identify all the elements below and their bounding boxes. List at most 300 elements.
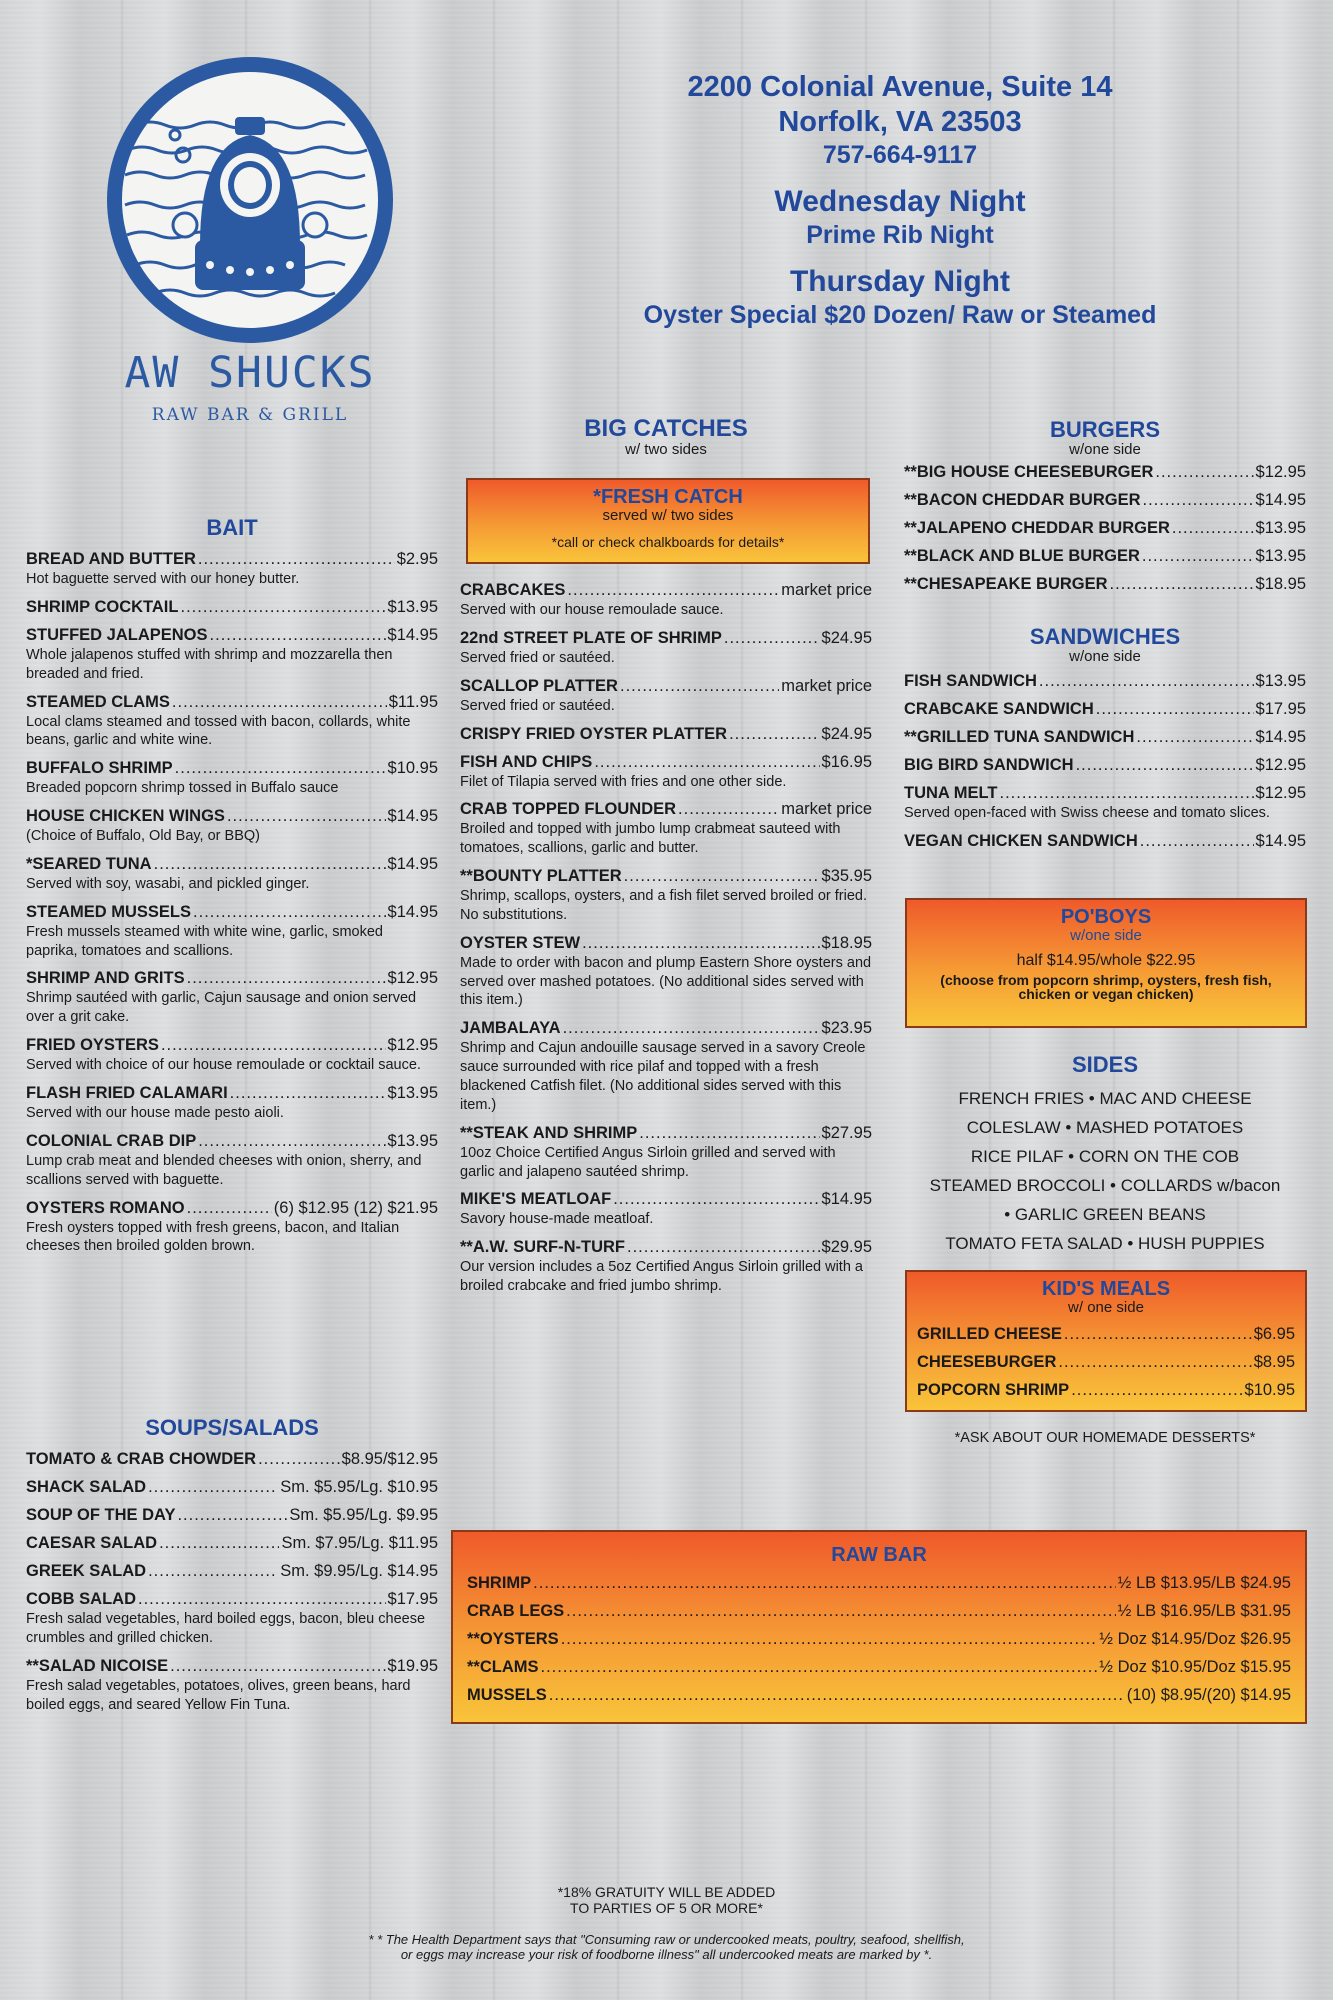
menu-item (460, 1019, 872, 1114)
burgers-section (904, 417, 1306, 594)
kids-meals-list (907, 1325, 1305, 1400)
menu-item-description: Served fried or sautéed. (460, 649, 615, 666)
menu-item-name: FISH SANDWICH (904, 672, 1037, 690)
menu-item-description: Fresh salad vegetables, potatoes, olives, green beans, hard boiled eggs, and seared Yellow Fin Tuna. (26, 1677, 411, 1713)
menu-item-price: $18.95 (1255, 575, 1306, 593)
menu-item-price: $12.95 (1255, 463, 1306, 481)
menu-item-price: $18.95 (821, 933, 872, 952)
menu-item-line (460, 725, 872, 744)
sides-line: TOMATO FETA SALAD • HUSH PUPPIES (945, 1234, 1265, 1253)
menu-item-name: CHEESEBURGER (917, 1353, 1057, 1371)
menu-item (904, 519, 1306, 538)
menu-item (904, 756, 1306, 775)
menu-item-name: CRISPY FRIED OYSTER PLATTER (460, 724, 728, 743)
menu-item-description: Breaded popcorn shrimp tossed in Buffalo sauce (26, 780, 339, 797)
sides-section (904, 1052, 1306, 1258)
sides-line: STEAMED BROCCOLI • COLLARDS w/bacon (929, 1176, 1281, 1195)
menu-item-price: ½ LB $13.95/LB $24.95 (1117, 1574, 1291, 1592)
soups-title: SOUPS/SALADS (145, 1415, 319, 1440)
menu-item (460, 934, 872, 1011)
menu-item-line (26, 693, 438, 712)
menu-item-description: Served with our house made pesto aioli. (26, 1104, 284, 1121)
raw-bar-list (453, 1574, 1305, 1705)
menu-item-price: $23.95 (821, 1019, 872, 1038)
menu-item-line (26, 1450, 438, 1469)
menu-item (467, 1574, 1291, 1593)
menu-item-price: $16.95 (821, 752, 872, 771)
leader-dots (172, 693, 387, 712)
menu-item-price: $12.95 (1255, 756, 1306, 774)
fresh-catch-note: *call or check chalkboards for details* (551, 534, 785, 550)
leader-dots (1155, 463, 1253, 482)
menu-item-price: $14.95 (1255, 491, 1306, 509)
menu-item (904, 728, 1306, 747)
menu-item (460, 1238, 872, 1296)
leader-dots (1096, 700, 1254, 719)
menu-item-line (904, 575, 1306, 594)
menu-item (26, 1084, 438, 1123)
menu-item-price: $12.95 (387, 969, 438, 988)
phone-number: 757-664-9117 (822, 140, 978, 169)
menu-item-name: **OYSTERS (467, 1630, 559, 1648)
menu-item-line (26, 598, 438, 617)
menu-item-price: $35.95 (821, 867, 872, 886)
menu-item-name: TOMATO & CRAB CHOWDER (26, 1450, 257, 1468)
sides-line: FRENCH FRIES • MAC AND CHEESE (958, 1089, 1252, 1108)
poboys-price: half $14.95/whole $22.95 (1016, 952, 1196, 969)
menu-item (26, 1562, 438, 1581)
menu-item (26, 807, 438, 846)
menu-item (460, 581, 872, 620)
menu-item-price: $13.95 (1255, 519, 1306, 537)
menu-item-name: **STEAK AND SHRIMP (460, 1123, 638, 1142)
menu-item (460, 753, 872, 792)
leader-dots (620, 677, 779, 696)
menu-item-name: **CHESAPEAKE BURGER (904, 575, 1108, 593)
leader-dots (1143, 491, 1254, 510)
menu-item-name: CRAB TOPPED FLOUNDER (460, 800, 677, 819)
menu-item-price: market price (781, 581, 872, 599)
menu-item (460, 629, 872, 668)
menu-item-description: Shrimp sautéed with garlic, Cajun sausage and onion served over a grit cake. (26, 990, 417, 1026)
menu-item-name: POPCORN SHRIMP (917, 1381, 1070, 1399)
leader-dots (170, 1657, 385, 1676)
menu-item-line (904, 547, 1306, 566)
menu-item-price: $13.95 (387, 597, 438, 616)
poboys-box (905, 898, 1307, 1028)
fresh-catch-subtitle: served w/ two sides (602, 507, 734, 524)
menu-item-line (26, 807, 438, 826)
leader-dots (613, 1190, 819, 1209)
big-catches-title: BIG CATCHES (584, 415, 748, 442)
sides-line: COLESLAW • MASHED POTATOES (966, 1118, 1244, 1137)
menu-item-line (26, 1590, 438, 1609)
menu-item-name: GREEK SALAD (26, 1562, 147, 1580)
menu-item-description: Our version includes a 5oz Certified Angus Sirloin grilled with a broiled crabcake and fried jumbo shrimp. (460, 1259, 863, 1295)
wednesday-title: Wednesday Night (774, 184, 1026, 218)
menu-item-line (904, 700, 1306, 719)
menu-item-price: $14.95 (387, 625, 438, 644)
menu-item-description: Lump crab meat and blended cheeses with onion, sherry, and scallions served with baguette. (26, 1152, 422, 1188)
leader-dots (1110, 575, 1254, 594)
menu-item-price: (6) $12.95 (12) $21.95 (273, 1198, 438, 1217)
menu-item-price: $11.95 (388, 692, 438, 711)
fresh-catch-box (466, 478, 870, 564)
restaurant-info (540, 70, 1260, 330)
leader-dots (627, 1238, 820, 1257)
menu-item-price: ½ Doz $10.95/Doz $15.95 (1099, 1658, 1291, 1676)
big-catches-section (460, 415, 872, 458)
menu-item (26, 626, 438, 684)
menu-item-line (460, 867, 872, 886)
leader-dots (549, 1686, 1125, 1705)
menu-item-line (26, 626, 438, 645)
poboys-note-2: chicken or vegan chicken) (1018, 986, 1194, 1002)
menu-item-name: GRILLED CHEESE (917, 1325, 1062, 1343)
menu-item-line (460, 1019, 872, 1038)
menu-item-line (460, 1124, 872, 1143)
menu-item-line (904, 784, 1306, 803)
leader-dots (161, 1036, 386, 1055)
menu-item-line (26, 759, 438, 778)
menu-item-line (460, 629, 872, 648)
menu-item-price: $14.95 (387, 854, 438, 873)
leader-dots (533, 1574, 1115, 1593)
leader-dots (729, 725, 819, 744)
menu-item-price: (10) $8.95/(20) $14.95 (1126, 1686, 1291, 1704)
leader-dots (1140, 832, 1254, 851)
menu-item-price: $12.95 (387, 1036, 438, 1055)
menu-item-description: Fresh oysters topped with fresh greens, bacon, and Italian cheeses then broiled golden brown. (26, 1219, 400, 1255)
leader-dots (561, 1630, 1098, 1649)
poboys-subtitle: w/one side (1070, 927, 1142, 944)
menu-item-price: $10.95 (387, 759, 438, 778)
menu-item-price: Sm. $5.95/Lg. $9.95 (289, 1506, 438, 1524)
menu-item-price: ½ LB $16.95/LB $31.95 (1117, 1602, 1291, 1620)
menu-item-name: COLONIAL CRAB DIP (26, 1131, 197, 1150)
leader-dots (1039, 672, 1254, 691)
menu-item-name: VEGAN CHICKEN SANDWICH (904, 831, 1138, 850)
menu-item-price: $19.95 (387, 1656, 438, 1675)
menu-item-line (904, 519, 1306, 538)
menu-item (26, 1132, 438, 1190)
menu-item (26, 1506, 438, 1525)
gratuity-line-1: *18% GRATUITY WILL BE ADDED (557, 1884, 776, 1900)
leader-dots (624, 867, 820, 886)
menu-item-description: Fresh mussels steamed with white wine, garlic, smoked paprika, tomatoes and scallions. (26, 923, 383, 959)
menu-item (904, 832, 1306, 851)
menu-item-line (460, 800, 872, 819)
leader-dots (1172, 519, 1254, 538)
leader-dots (999, 784, 1253, 803)
menu-item-price: $2.95 (396, 550, 438, 568)
menu-item-price: Sm. $7.95/Lg. $11.95 (281, 1534, 438, 1552)
menu-item-price: $17.95 (387, 1590, 438, 1608)
menu-item-price: $14.95 (387, 807, 438, 826)
menu-item-name: *SEARED TUNA (26, 854, 152, 873)
menu-item-description: Fresh salad vegetables, hard boiled eggs, bacon, bleu cheese crumbles and grilled chicken. (26, 1611, 426, 1646)
leader-dots (138, 1590, 386, 1609)
menu-item-price: $27.95 (821, 1123, 872, 1142)
menu-item-name: CRABCAKE SANDWICH (904, 700, 1094, 718)
menu-item-line (460, 1190, 872, 1209)
menu-item (26, 550, 438, 589)
menu-item-name: STUFFED JALAPENOS (26, 625, 208, 644)
menu-item-name: CRABCAKES (460, 581, 566, 599)
leader-dots (1071, 1381, 1242, 1400)
menu-item-description: Broiled and topped with jumbo lump crabmeat sauteed with tomatoes, scallions, garlic and butter. (460, 821, 841, 857)
menu-item-price: $14.95 (821, 1190, 872, 1209)
menu-item-line (904, 463, 1306, 482)
menu-item-name: FISH AND CHIPS (460, 752, 593, 771)
menu-item-line (467, 1574, 1291, 1593)
menu-item-name: HOUSE CHICKEN WINGS (26, 807, 225, 826)
poboys-title: PO'BOYS (1060, 906, 1152, 928)
leader-dots (1064, 1325, 1252, 1344)
menu-item-price: market price (781, 800, 872, 819)
menu-item (26, 1199, 438, 1257)
menu-item-price: $13.95 (1255, 547, 1306, 565)
menu-item-line (460, 1238, 872, 1257)
gratuity-line-2: TO PARTIES OF 5 OR MORE* (570, 1900, 763, 1916)
menu-item-description: Filet of Tilapia served with fries and one other side. (460, 773, 787, 790)
menu-item-line (26, 1534, 438, 1553)
menu-item-name: COBB SALAD (26, 1590, 136, 1608)
menu-item-price: Sm. $5.95/Lg. $10.95 (280, 1478, 438, 1496)
menu-item (904, 575, 1306, 594)
menu-item-price: $24.95 (821, 628, 872, 647)
menu-item-name: SHRIMP COCKTAIL (26, 597, 179, 616)
menu-item-line (467, 1602, 1291, 1621)
menu-item-description: Local clams steamed and tossed with bacon, collards, white beans, garlic and white wine. (26, 713, 411, 749)
leader-dots (230, 1084, 386, 1103)
thursday-special: Oyster Special $20 Dozen/ Raw or Steamed (643, 300, 1157, 329)
menu-item (26, 903, 438, 961)
menu-item-price: $13.95 (387, 1083, 438, 1102)
poboys-note-1: (choose from popcorn shrimp, oysters, fresh fish, (940, 972, 1272, 988)
menu-item-description: Served with soy, wasabi, and pickled ginger. (26, 875, 310, 892)
menu-item-name: **BOUNTY PLATTER (460, 867, 622, 886)
thursday-title: Thursday Night (789, 264, 1010, 298)
big-catches-list (460, 581, 872, 1296)
menu-item-name: SCALLOP PLATTER (460, 676, 618, 695)
menu-item-line (26, 1084, 438, 1103)
menu-item (26, 1590, 438, 1648)
leader-dots (227, 807, 386, 826)
menu-item-line (904, 728, 1306, 747)
menu-item (26, 1534, 438, 1553)
menu-item (460, 800, 872, 858)
leader-dots (159, 1534, 279, 1553)
menu-item-description: Served with our house remoulade sauce. (460, 602, 724, 618)
menu-item-name: OYSTER STEW (460, 933, 581, 952)
sandwiches-subtitle: w/one side (1069, 648, 1141, 665)
big-catches-subtitle: w/ two sides (625, 441, 707, 458)
sides-line: • GARLIC GREEN BEANS (1004, 1205, 1206, 1224)
menu-item-name: CRAB LEGS (467, 1602, 565, 1620)
leader-dots (175, 759, 386, 778)
menu-item (467, 1602, 1291, 1621)
raw-bar-title: RAW BAR (831, 1544, 927, 1566)
sides-title: SIDES (1071, 1052, 1139, 1077)
menu-item-name: CAESAR SALAD (26, 1534, 158, 1552)
menu-item-line (467, 1630, 1291, 1649)
sandwiches-section (904, 624, 1306, 851)
leader-dots (1058, 1353, 1251, 1372)
menu-item-line (26, 1478, 438, 1497)
menu-item-line (26, 1657, 438, 1676)
menu-item-name: BIG BIRD SANDWICH (904, 756, 1074, 774)
menu-item (26, 1036, 438, 1075)
menu-item (26, 855, 438, 894)
menu-item-price: $14.95 (1255, 831, 1306, 850)
burgers-list (904, 463, 1306, 594)
desserts-note: *ASK ABOUT OUR HOMEMADE DESSERTS* (954, 1430, 1256, 1446)
menu-item (26, 1478, 438, 1497)
menu-item-name: SHACK SALAD (26, 1478, 147, 1496)
gratuity-note (300, 1884, 1033, 1916)
menu-item (917, 1325, 1295, 1344)
menu-item (460, 867, 872, 925)
menu-item (460, 1124, 872, 1182)
leader-dots (1076, 756, 1254, 775)
menu-item-price: $10.95 (1244, 1381, 1295, 1399)
menu-item-line (460, 753, 872, 772)
leader-dots (563, 1019, 820, 1038)
health-line-2: or eggs may increase your risk of foodborne illness" all undercooked meats are marked by *. (400, 1947, 933, 1962)
menu-item-description: Served fried or sautéed. (460, 697, 615, 714)
menu-item-price: $24.95 (821, 724, 872, 743)
menu-item-name: SOUP OF THE DAY (26, 1506, 176, 1524)
menu-item-price: ½ Doz $14.95/Doz $26.95 (1099, 1630, 1291, 1648)
menu-item-name: SHRIMP (467, 1574, 532, 1592)
menu-item-line (26, 1562, 438, 1581)
menu-item-name: MUSSELS (467, 1686, 547, 1704)
kids-meals-title: KID'S MEALS (1041, 1278, 1171, 1300)
leader-dots (1136, 728, 1253, 747)
menu-item-name: **GRILLED TUNA SANDWICH (904, 728, 1135, 746)
brand-name: AW SHUCKS (124, 348, 376, 398)
menu-item-price: $29.95 (821, 1238, 872, 1257)
leader-dots (541, 1658, 1098, 1677)
bait-section (26, 515, 438, 1256)
leader-dots (148, 1562, 278, 1581)
logo (105, 55, 395, 425)
menu-item-description: 10oz Choice Certified Angus Sirloin grilled and served with garlic and jalapeno sautéed shrimp. (460, 1144, 836, 1180)
menu-item-price: $8.95 (1253, 1353, 1295, 1371)
menu-item-description: Served with choice of our house remoulade or cocktail sauce. (26, 1057, 421, 1074)
menu-item-line (460, 581, 872, 600)
menu-item-line (467, 1658, 1291, 1677)
menu-item-line (26, 903, 438, 922)
menu-item (467, 1630, 1291, 1649)
menu-item-name: 22nd STREET PLATE OF SHRIMP (460, 628, 722, 647)
menu-item-name: JAMBALAYA (460, 1019, 561, 1038)
leader-dots (678, 800, 779, 819)
menu-item (917, 1353, 1295, 1372)
menu-item-line (460, 934, 872, 953)
menu-item-name: **CLAMS (467, 1658, 539, 1676)
menu-item (904, 784, 1306, 823)
menu-item-line (904, 672, 1306, 691)
menu-item-name: **JALAPENO CHEDDAR BURGER (904, 519, 1170, 537)
menu-item (26, 693, 438, 751)
menu-item-description: Savory house-made meatloaf. (460, 1211, 654, 1228)
menu-item-line (26, 969, 438, 988)
leader-dots (198, 1132, 385, 1151)
diver-helmet-icon (105, 55, 395, 345)
menu-item-line (917, 1325, 1295, 1344)
raw-bar-box (451, 1530, 1307, 1724)
menu-item-line (26, 1036, 438, 1055)
menu-item (904, 463, 1306, 482)
leader-dots (187, 969, 386, 988)
address-line-2: Norfolk, VA 23503 (778, 105, 1022, 138)
bait-title: BAIT (206, 515, 258, 540)
menu-item-line (26, 550, 438, 569)
menu-item-description: (Choice of Buffalo, Old Bay, or BBQ) (26, 828, 260, 845)
menu-item (460, 725, 872, 744)
burgers-title: BURGERS (1049, 417, 1160, 442)
menu-item-name: STEAMED MUSSELS (26, 902, 192, 921)
leader-dots (258, 1450, 340, 1469)
menu-item-price: $6.95 (1253, 1325, 1295, 1343)
menu-item-price: $12.95 (1255, 784, 1306, 802)
sandwiches-list (904, 672, 1306, 851)
health-warning (200, 1932, 1133, 1962)
menu-item-line (904, 832, 1306, 851)
menu-item (904, 672, 1306, 691)
leader-dots (724, 629, 820, 648)
kids-meals-box (905, 1270, 1307, 1412)
bait-list (26, 550, 438, 1256)
leader-dots (567, 581, 779, 600)
address-line-1: 2200 Colonial Avenue, Suite 14 (687, 71, 1113, 103)
menu-item (904, 491, 1306, 510)
menu-item-name: **SALAD NICOISE (26, 1656, 169, 1675)
menu-item-price: $14.95 (1255, 728, 1306, 746)
brand-subtitle: RAW BAR & GRILL (151, 405, 349, 425)
menu-item-price: $17.95 (1255, 700, 1306, 718)
menu-item (460, 677, 872, 716)
burgers-subtitle: w/one side (1069, 441, 1141, 458)
sandwiches-title: SANDWICHES (1029, 624, 1181, 649)
menu-item-description: Shrimp and Cajun andouille sausage served in a savory Creole sauce surrounded with rice pilaf and topped with a fresh blackened Catfish filet. (No additional sides served with this item.) (460, 1040, 866, 1113)
health-line-1: * * The Health Department says that "Consuming raw or undercooked meats, poultry, seafood, shellfish, (368, 1932, 965, 1947)
soups-list (26, 1450, 438, 1714)
menu-item-name: BUFFALO SHRIMP (26, 759, 173, 778)
sides-list (904, 1084, 1306, 1258)
leader-dots (566, 1602, 1115, 1621)
menu-item-name: FLASH FRIED CALAMARI (26, 1083, 228, 1102)
menu-item-line (917, 1353, 1295, 1372)
menu-item-line (467, 1686, 1291, 1705)
leader-dots (180, 598, 385, 617)
menu-item-description: Served open-faced with Swiss cheese and tomato slices. (904, 805, 1270, 821)
leader-dots (177, 1506, 287, 1525)
leader-dots (582, 934, 819, 953)
menu-item-description: Whole jalapenos stuffed with shrimp and mozzarella then breaded and fried. (26, 646, 393, 682)
leader-dots (148, 1478, 278, 1497)
menu-item-line (26, 1132, 438, 1151)
menu-item-line (26, 1506, 438, 1525)
menu-item-name: **BIG HOUSE CHEESEBURGER (904, 463, 1154, 481)
menu-item-name: FRIED OYSTERS (26, 1036, 159, 1055)
fresh-catch-title: *FRESH CATCH (593, 486, 743, 508)
menu-item-price: Sm. $9.95/Lg. $14.95 (280, 1562, 438, 1580)
menu-item-line (917, 1381, 1295, 1400)
leader-dots (187, 1199, 272, 1218)
